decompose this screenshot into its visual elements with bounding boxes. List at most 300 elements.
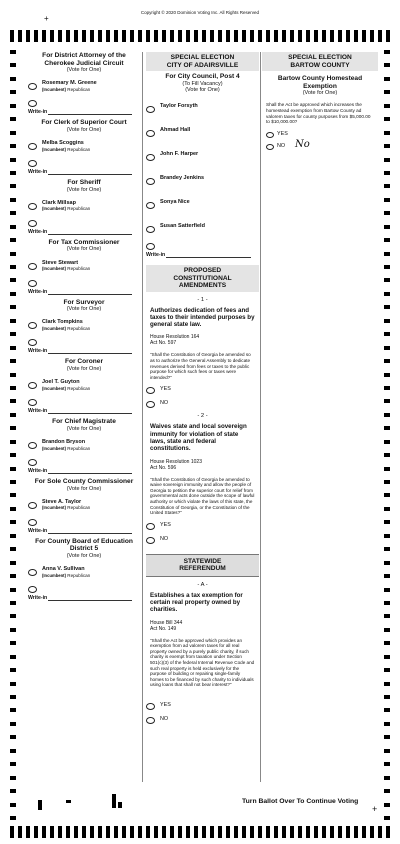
- candidate-name: Melba Scoggins: [42, 140, 84, 147]
- timing-mark: [10, 238, 16, 242]
- write-in-option[interactable]: Write-in: [28, 339, 140, 355]
- timing-mark: [384, 77, 390, 81]
- vote-oval[interactable]: [28, 502, 37, 509]
- timing-mark: [258, 30, 262, 42]
- timing-mark: [384, 386, 390, 390]
- timing-mark: [10, 131, 16, 135]
- vote-for-label: (Vote for One): [66, 552, 102, 559]
- timing-mark: [370, 826, 374, 838]
- question-text: Shall the Act be approved which increases the homestead exemption from Bartow County ad valorem taxes for county purposes from $5,000.00 to $10,000.00?: [266, 102, 371, 125]
- candidate-name: Rosemary M. Greene: [42, 80, 97, 87]
- timing-mark: [378, 826, 382, 838]
- candidate-name: Anna V. Sullivan: [42, 566, 85, 573]
- timing-mark: [146, 826, 150, 838]
- race-title: For Sole County Commissioner: [34, 478, 134, 486]
- timing-mark: [90, 826, 94, 838]
- timing-mark: [266, 30, 270, 42]
- race-title: Cherokee Judicial Circuit: [44, 59, 124, 67]
- timing-mark: [226, 826, 230, 838]
- candidate-option[interactable]: [146, 199, 259, 213]
- timing-mark: [10, 319, 16, 323]
- timing-mark: [384, 225, 390, 229]
- vote-oval[interactable]: [146, 387, 155, 394]
- write-in-option[interactable]: Write-in: [146, 243, 259, 259]
- timing-mark: [34, 30, 38, 42]
- timing-mark: [274, 826, 278, 838]
- timing-mark: [74, 30, 78, 42]
- timing-mark: [186, 30, 190, 42]
- timing-mark: [10, 77, 16, 81]
- candidate-option[interactable]: [146, 223, 259, 237]
- candidate-name: Clark Tompkins: [42, 319, 83, 326]
- timing-mark: [18, 826, 22, 838]
- timing-mark: [384, 131, 390, 135]
- yes-option[interactable]: YES: [146, 386, 259, 394]
- timing-mark: [384, 413, 390, 417]
- race-title: For Sheriff: [67, 179, 101, 187]
- timing-mark: [314, 30, 318, 42]
- timing-mark: [10, 305, 16, 309]
- candidate-party: (Incumbent) Republican: [42, 326, 91, 332]
- write-in-option[interactable]: Write-in: [28, 100, 140, 116]
- timing-mark: [354, 826, 358, 838]
- write-in-option[interactable]: Write-in: [28, 280, 140, 296]
- vote-oval[interactable]: [28, 519, 37, 526]
- timing-mark: [338, 30, 342, 42]
- timing-mark: [138, 30, 142, 42]
- timing-mark: [10, 332, 16, 336]
- timing-mark: [194, 30, 198, 42]
- timing-mark: [114, 30, 118, 42]
- question-text: "Shall the Constitution of Georgia be amended to waive sovereign immunity and allow the people of Georgia to petition the superior court for relief from governmental acts done outside the scope of lawful authority or which violate the laws of this state, the Constitution of Georgia, or the Constitution of the United States?": [150, 476, 255, 516]
- timing-mark: [10, 641, 16, 645]
- vote-oval[interactable]: [28, 569, 37, 576]
- timing-mark: [10, 493, 16, 497]
- timing-mark: [74, 826, 78, 838]
- timing-mark: [82, 826, 86, 838]
- timing-mark: [354, 30, 358, 42]
- timing-mark: [218, 30, 222, 42]
- timing-mark: [384, 803, 390, 807]
- candidate-option[interactable]: [28, 80, 140, 94]
- timing-mark: [58, 30, 62, 42]
- timing-mark: [10, 265, 16, 269]
- timing-mark: [242, 826, 246, 838]
- candidate-name: Susan Satterfield: [160, 223, 205, 230]
- timing-mark: [384, 534, 390, 538]
- timing-mark: [10, 520, 16, 524]
- timing-mark: [250, 30, 254, 42]
- candidate-name: Steve Stewart: [42, 259, 79, 266]
- timing-mark: [384, 399, 390, 403]
- race-block: [28, 119, 140, 179]
- timing-mark: [370, 30, 374, 42]
- timing-mark: [106, 826, 110, 838]
- timing-mark: [154, 826, 158, 838]
- timing-mark: [10, 292, 16, 296]
- timing-mark: [90, 30, 94, 42]
- candidate-party: (Incumbent) Republican: [42, 86, 91, 92]
- candidate-option[interactable]: [146, 151, 259, 165]
- timing-mark: [384, 359, 390, 363]
- write-in-line[interactable]: [48, 174, 132, 175]
- timing-mark: [384, 292, 390, 296]
- timing-mark: [42, 826, 46, 838]
- timing-mark: [384, 708, 390, 712]
- race-title: District 5: [69, 545, 99, 553]
- timing-mark: [114, 826, 118, 838]
- vote-oval[interactable]: [266, 144, 274, 150]
- question-meta: House Bill 344 Act No. 149: [150, 619, 183, 632]
- candidate-party: (Incumbent) Republican: [42, 445, 91, 451]
- candidate-name: Brandey Jenkins: [160, 175, 205, 182]
- county-special-election-header: SPECIAL ELECTION BARTOW COUNTY: [262, 52, 378, 71]
- write-in-line[interactable]: [48, 114, 132, 115]
- vote-oval[interactable]: [28, 442, 37, 449]
- candidate-option[interactable]: [28, 200, 140, 214]
- candidate-option[interactable]: [146, 127, 259, 141]
- write-in-line[interactable]: [48, 294, 132, 295]
- timing-mark: [322, 826, 326, 838]
- vote-oval[interactable]: [146, 154, 155, 161]
- timing-mark: [26, 30, 30, 42]
- timing-mark: [386, 826, 390, 838]
- timing-mark: [384, 346, 390, 350]
- timing-mark: [384, 816, 390, 820]
- timing-mark: [10, 104, 16, 108]
- timing-mark: [10, 453, 16, 457]
- no-option[interactable]: NO No: [266, 143, 374, 151]
- write-in-line[interactable]: [48, 234, 132, 235]
- timing-mark: [384, 278, 390, 282]
- timing-mark: [384, 547, 390, 551]
- amendments-header: PROPOSED CONSTITUTIONAL AMENDMENTS: [146, 265, 259, 292]
- write-in-line[interactable]: [48, 353, 132, 354]
- timing-mark: [384, 305, 390, 309]
- timing-mark: [162, 30, 166, 42]
- race-block: [28, 179, 140, 239]
- timing-mark: [10, 211, 16, 215]
- timing-mark: [384, 332, 390, 336]
- candidate-name: Joel T. Guyton: [42, 379, 80, 386]
- timing-mark: [130, 826, 134, 838]
- race-title: Bartow County Homestead Exemption: [277, 75, 363, 90]
- vote-oval[interactable]: [28, 83, 37, 90]
- timing-mark: [330, 826, 334, 838]
- timing-mark: [178, 826, 182, 838]
- vote-for-label: (Vote for One): [66, 126, 102, 133]
- timing-mark: [10, 507, 16, 511]
- timing-mark: [10, 762, 16, 766]
- timing-mark: [234, 30, 238, 42]
- race-title: For District Attorney of the: [42, 52, 126, 59]
- timing-mark: [10, 440, 16, 444]
- write-in-line[interactable]: [166, 257, 251, 258]
- candidate-party: (Incumbent) Republican: [42, 266, 91, 272]
- timing-mark: [346, 826, 350, 838]
- write-in-option[interactable]: Write-in: [28, 459, 140, 475]
- no-option[interactable]: NO: [146, 400, 259, 408]
- timing-mark: [82, 30, 86, 42]
- timing-mark: [384, 252, 390, 256]
- vote-oval[interactable]: [146, 703, 155, 710]
- vote-oval[interactable]: [28, 143, 37, 150]
- vote-oval[interactable]: [28, 263, 37, 270]
- timing-mark: [178, 30, 182, 42]
- timing-mark: [34, 826, 38, 838]
- timing-mark: [384, 104, 390, 108]
- vote-oval[interactable]: [146, 243, 155, 250]
- timing-mark: [210, 30, 214, 42]
- write-in-option[interactable]: Write-in: [28, 399, 140, 415]
- vote-oval[interactable]: [146, 130, 155, 137]
- timing-mark: [18, 30, 22, 42]
- timing-mark: [384, 695, 390, 699]
- vote-oval[interactable]: [28, 203, 37, 210]
- timing-mark: [10, 561, 16, 565]
- timing-marks-left: [10, 50, 16, 820]
- no-option[interactable]: NO: [146, 536, 259, 544]
- no-option[interactable]: NO: [146, 716, 259, 724]
- write-in-option[interactable]: Write-in: [28, 160, 140, 176]
- vote-oval[interactable]: [146, 523, 155, 530]
- candidate-option[interactable]: [28, 319, 140, 333]
- race-block: [28, 299, 140, 359]
- timing-mark: [10, 803, 16, 807]
- timing-mark: [330, 30, 334, 42]
- yes-option[interactable]: YES: [266, 131, 374, 139]
- timing-mark: [162, 826, 166, 838]
- vote-oval[interactable]: [146, 106, 155, 113]
- timing-mark: [138, 826, 142, 838]
- amendment-list: [146, 297, 259, 544]
- city-special-election-header: SPECIAL ELECTION CITY OF ADAIRSVILLE: [146, 52, 259, 71]
- referendum-header: STATEWIDE REFERENDUM: [146, 554, 259, 577]
- vote-oval[interactable]: [28, 100, 37, 107]
- timing-mark: [10, 588, 16, 592]
- timing-marks-right: [384, 50, 390, 820]
- timing-mark: [10, 144, 16, 148]
- timing-mark: [362, 826, 366, 838]
- timing-mark: [154, 30, 158, 42]
- timing-mark: [218, 826, 222, 838]
- candidate-option[interactable]: [28, 140, 140, 154]
- vote-oval[interactable]: [146, 202, 155, 209]
- timing-mark: [10, 708, 16, 712]
- timing-mark: [10, 547, 16, 551]
- candidate-option[interactable]: [146, 103, 259, 117]
- timing-mark: [384, 762, 390, 766]
- timing-mark: [384, 493, 390, 497]
- timing-mark: [10, 628, 16, 632]
- timing-mark: [290, 826, 294, 838]
- vote-oval[interactable]: [28, 220, 37, 227]
- timing-mark: [10, 467, 16, 471]
- yes-option[interactable]: YES: [146, 522, 259, 530]
- vote-for-label: (Vote for One): [66, 246, 102, 253]
- timing-mark: [384, 614, 390, 618]
- vote-oval[interactable]: [28, 399, 37, 406]
- column-divider: [142, 52, 143, 782]
- question-summary: Authorizes dedication of fees and taxes to their intended purposes by general state law.: [150, 306, 255, 329]
- vote-oval[interactable]: [28, 382, 37, 389]
- vote-oval[interactable]: [146, 717, 155, 724]
- timing-mark: [384, 480, 390, 484]
- write-in-line[interactable]: [48, 413, 132, 414]
- candidate-option[interactable]: [28, 439, 140, 453]
- timing-mark: [10, 601, 16, 605]
- timing-mark: [338, 826, 342, 838]
- timing-mark: [362, 30, 366, 42]
- vote-oval[interactable]: [28, 459, 37, 466]
- timing-mark: [250, 826, 254, 838]
- timing-mark: [384, 641, 390, 645]
- race-block: [28, 418, 140, 478]
- timing-mark: [10, 426, 16, 430]
- write-in-line[interactable]: [48, 600, 132, 601]
- timing-mark: [10, 534, 16, 538]
- timing-mark: [10, 386, 16, 390]
- vote-for-label: (Vote for One): [66, 485, 102, 492]
- timing-mark: [10, 413, 16, 417]
- timing-mark: [10, 722, 16, 726]
- vote-for-label: (Vote for One): [66, 186, 102, 193]
- candidate-option[interactable]: [28, 499, 140, 513]
- race-block: [28, 358, 140, 418]
- timing-mark: [384, 265, 390, 269]
- candidate-name: Taylor Forsyth: [160, 103, 198, 110]
- vote-oval[interactable]: [28, 586, 37, 593]
- timing-mark: [10, 695, 16, 699]
- timing-mark: [106, 30, 110, 42]
- amendment-block: [146, 297, 259, 409]
- write-in-option[interactable]: Write-in: [28, 220, 140, 236]
- timing-mark: [66, 30, 70, 42]
- vote-oval[interactable]: [146, 537, 155, 544]
- timing-mark: [10, 776, 16, 780]
- race-title: For Tax Commissioner: [48, 238, 120, 246]
- timing-mark: [384, 655, 390, 659]
- timing-mark: [122, 30, 126, 42]
- council-candidates: [146, 103, 259, 237]
- timing-mark: [26, 826, 30, 838]
- write-in-line[interactable]: [48, 533, 132, 534]
- timing-mark: [194, 826, 198, 838]
- timing-mark: [10, 50, 16, 54]
- write-in-option[interactable]: Write-in: [28, 519, 140, 535]
- race-title: For Coroner: [64, 358, 104, 366]
- races-column-left: [28, 52, 140, 605]
- write-in-line[interactable]: [48, 473, 132, 474]
- timing-marks-top: [10, 30, 390, 42]
- timing-mark: [306, 30, 310, 42]
- vote-oval[interactable]: [146, 401, 155, 408]
- timing-mark: [202, 826, 206, 838]
- timing-marks-bottom: [10, 826, 390, 838]
- candidate-option[interactable]: [146, 175, 259, 189]
- timing-mark: [384, 776, 390, 780]
- timing-mark: [274, 30, 278, 42]
- race-title: For Clerk of Superior Court: [41, 119, 127, 127]
- vote-oval[interactable]: [28, 339, 37, 346]
- race-title: For Chief Magistrate: [52, 418, 116, 426]
- candidate-option[interactable]: [28, 379, 140, 393]
- timing-mark: [10, 480, 16, 484]
- timing-mark: [98, 30, 102, 42]
- candidate-party: (Incumbent) Republican: [42, 385, 91, 391]
- vote-for-label: (Vote for One): [66, 365, 102, 372]
- timing-mark: [10, 359, 16, 363]
- timing-mark: [10, 158, 16, 162]
- timing-mark: [66, 826, 70, 838]
- timing-mark: [10, 574, 16, 578]
- candidate-name: John F. Harper: [160, 151, 199, 158]
- candidate-party: (Incumbent) Republican: [42, 505, 91, 511]
- timing-mark: [130, 30, 134, 42]
- timing-mark: [210, 826, 214, 838]
- write-in-option[interactable]: Write-in: [28, 586, 140, 602]
- timing-mark: [314, 826, 318, 838]
- race-title: For Surveyor: [63, 298, 105, 306]
- timing-mark: [384, 682, 390, 686]
- timing-mark: [384, 668, 390, 672]
- timing-mark: [10, 63, 16, 67]
- timing-mark: [42, 30, 46, 42]
- timing-mark: [10, 117, 16, 121]
- timing-mark: [98, 826, 102, 838]
- timing-mark: [10, 278, 16, 282]
- timing-mark: [10, 90, 16, 94]
- copyright-notice: Copyright © 2020 Dominion Voting Inc. All Rights Reserved: [140, 10, 260, 15]
- registration-mark-bottom: +: [372, 804, 378, 814]
- race-block: [28, 538, 140, 605]
- timing-mark: [66, 800, 71, 803]
- timing-mark: [282, 30, 286, 42]
- vote-oval[interactable]: [146, 178, 155, 185]
- timing-mark: [10, 399, 16, 403]
- vote-oval[interactable]: [266, 132, 274, 138]
- vote-oval[interactable]: [146, 226, 155, 233]
- timing-mark: [384, 184, 390, 188]
- timing-mark: [346, 30, 350, 42]
- timing-mark: [186, 826, 190, 838]
- timing-mark: [10, 614, 16, 618]
- timing-mark: [146, 30, 150, 42]
- candidate-party: (Incumbent) Republican: [42, 572, 91, 578]
- timing-mark: [384, 574, 390, 578]
- candidate-option[interactable]: [28, 260, 140, 274]
- candidate-option[interactable]: [28, 566, 140, 580]
- candidate-name: Steve A. Taylor: [42, 498, 82, 505]
- timing-mark: [384, 63, 390, 67]
- question-summary: Establishes a tax exemption for certain real property owned by charities.: [150, 591, 243, 614]
- timing-mark: [58, 826, 62, 838]
- vote-oval[interactable]: [28, 160, 37, 167]
- timing-mark: [298, 30, 302, 42]
- races-column-right: SPECIAL ELECTION BARTOW COUNTY Bartow County Homestead Exemption (Vote for One) Shall the Act be approved which increases the homestead exemption from Bartow County ad valorem taxes for county purposes from $5,000.00 to $10,000.00? YES NO No: [262, 52, 378, 151]
- turn-ballot-over-text: Turn Ballot Over To Continue Voting: [242, 798, 359, 805]
- candidate-party: (Incumbent) Republican: [42, 146, 91, 152]
- timing-mark: [266, 826, 270, 838]
- race-title: For City Council, Post 4: [165, 73, 240, 80]
- timing-mark: [10, 198, 16, 202]
- vote-oval[interactable]: [28, 280, 37, 287]
- race-title: For County Board of Education: [35, 537, 133, 545]
- timing-mark: [290, 30, 294, 42]
- yes-option[interactable]: YES: [146, 702, 259, 710]
- timing-mark: [384, 507, 390, 511]
- vote-oval[interactable]: [28, 322, 37, 329]
